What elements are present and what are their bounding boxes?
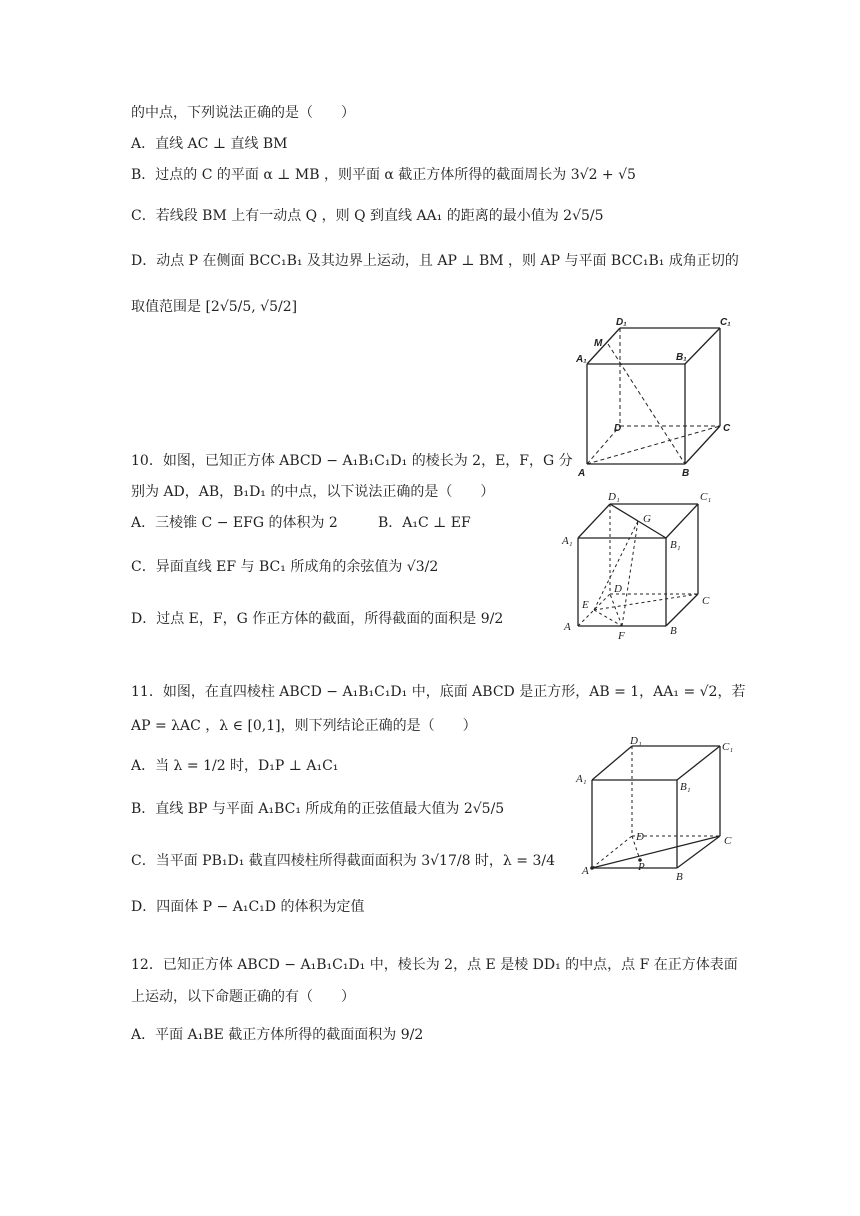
q10-stem-line2: 别为 AD，AB，B₁D₁ 的中点，以下说法正确的是（ ） — [131, 484, 495, 500]
q9-label-c: C — [723, 423, 731, 434]
q9-label-d1: D₁ — [616, 317, 627, 328]
q10-option-c: C．异面直线 EF 与 BC₁ 所成角的余弦值为 √3/2 — [131, 559, 439, 575]
q10-label-a1: A₁ — [562, 535, 573, 547]
q10-option-b: B．A₁C ⊥ EF — [378, 515, 471, 531]
q11-label-b1: B₁ — [680, 781, 691, 793]
q11-label-c1: C₁ — [722, 741, 734, 753]
q11-label-d: D — [636, 831, 644, 843]
q9-label-d: D — [614, 423, 622, 434]
q11-label-p: P — [638, 861, 645, 873]
q11-prism-figure — [572, 736, 742, 886]
q10-stem-line1: 10．如图，已知正方体 ABCD − A₁B₁C₁D₁ 的棱长为 2，E，F，G 分 — [131, 453, 573, 469]
q10-label-e: E — [582, 599, 589, 611]
q10-label-d: D — [614, 583, 622, 595]
q11-stem-line1: 11．如图，在直四棱柱 ABCD − A₁B₁C₁D₁ 中，底面 ABCD 是正方形，AB = 1，AA₁ = √2，若 — [131, 684, 746, 700]
q9-option-d-line1: D．动点 P 在侧面 BCC₁B₁ 及其边界上运动，且 AP ⊥ BM ，则 AP 与平面 BCC₁B₁ 成角正切的 — [131, 253, 739, 269]
q10-label-c1: C₁ — [700, 491, 712, 503]
q10-option-a: A．三棱锥 C − EFG 的体积为 2 — [131, 515, 338, 531]
q9-option-d-line2: 取值范围是 [2√5/5, √5/2] — [131, 299, 298, 315]
q11-label-b: B — [676, 871, 683, 883]
q9-intro: 的中点，下列说法正确的是（ ） — [131, 105, 355, 121]
q11-stem-line2: AP = λAC ，λ ∈ [0,1]，则下列结论正确的是（ ） — [131, 718, 477, 734]
q9-cube-figure — [572, 314, 742, 479]
q11-figure-labels — [575, 736, 733, 883]
q10-label-a: A — [564, 621, 571, 633]
q9-label-b: B — [682, 468, 690, 479]
q9-label-a1: A₁ — [576, 354, 587, 365]
q11-option-c: C．当平面 PB₁D₁ 截直四棱柱所得截面面积为 3√17/8 时，λ = 3/4 — [131, 853, 555, 869]
q11-label-a1: A₁ — [576, 773, 587, 785]
q11-option-b: B．直线 BP 与平面 A₁BC₁ 所成角的正弦值最大值为 2√5/5 — [131, 801, 505, 817]
q9-label-c1: C₁ — [720, 317, 731, 328]
q9-option-b: B．过点的 C 的平面 α ⊥ MB ，则平面 α 截正方体所得的截面周长为 3√2 + √5 — [131, 167, 636, 183]
q12-stem-line1: 12．已知正方体 ABCD − A₁B₁C₁D₁ 中，棱长为 2，点 E 是棱 DD₁ 的中点，点 F 在正方体表面 — [131, 957, 738, 973]
q10-label-f: F — [618, 630, 625, 642]
q11-label-c: C — [724, 835, 732, 847]
q11-label-d1: D₁ — [630, 736, 642, 747]
q12-option-a: A．平面 A₁BE 截正方体所得的截面面积为 9/2 — [131, 1027, 424, 1043]
q11-option-d: D．四面体 P − A₁C₁D 的体积为定值 — [131, 899, 365, 915]
q9-label-m: M — [594, 338, 603, 349]
q10-label-c: C — [702, 595, 710, 607]
q10-label-g: G — [643, 513, 651, 525]
q9-option-c: C．若线段 BM 上有一动点 Q ，则 Q 到直线 AA₁ 的距离的最小值为 2√5/5 — [131, 208, 604, 224]
q11-option-a: A．当 λ = 1/2 时，D₁P ⊥ A₁C₁ — [131, 758, 339, 774]
q11-label-a: A — [582, 865, 589, 877]
q12-stem-line2: 上运动，以下命题正确的有（ ） — [131, 989, 355, 1005]
q10-label-b: B — [670, 625, 677, 637]
q10-label-b1: B₁ — [670, 539, 681, 551]
q9-label-a: A — [578, 468, 586, 479]
q9-label-b1: B₁ — [676, 352, 687, 363]
q9-option-a: A．直线 AC ⊥ 直线 BM — [131, 136, 288, 152]
q10-label-d1: D₁ — [608, 491, 620, 503]
q10-cube-figure — [560, 488, 720, 643]
q10-option-d: D．过点 E，F，G 作正方体的截面，所得截面的面积是 9/2 — [131, 611, 504, 627]
